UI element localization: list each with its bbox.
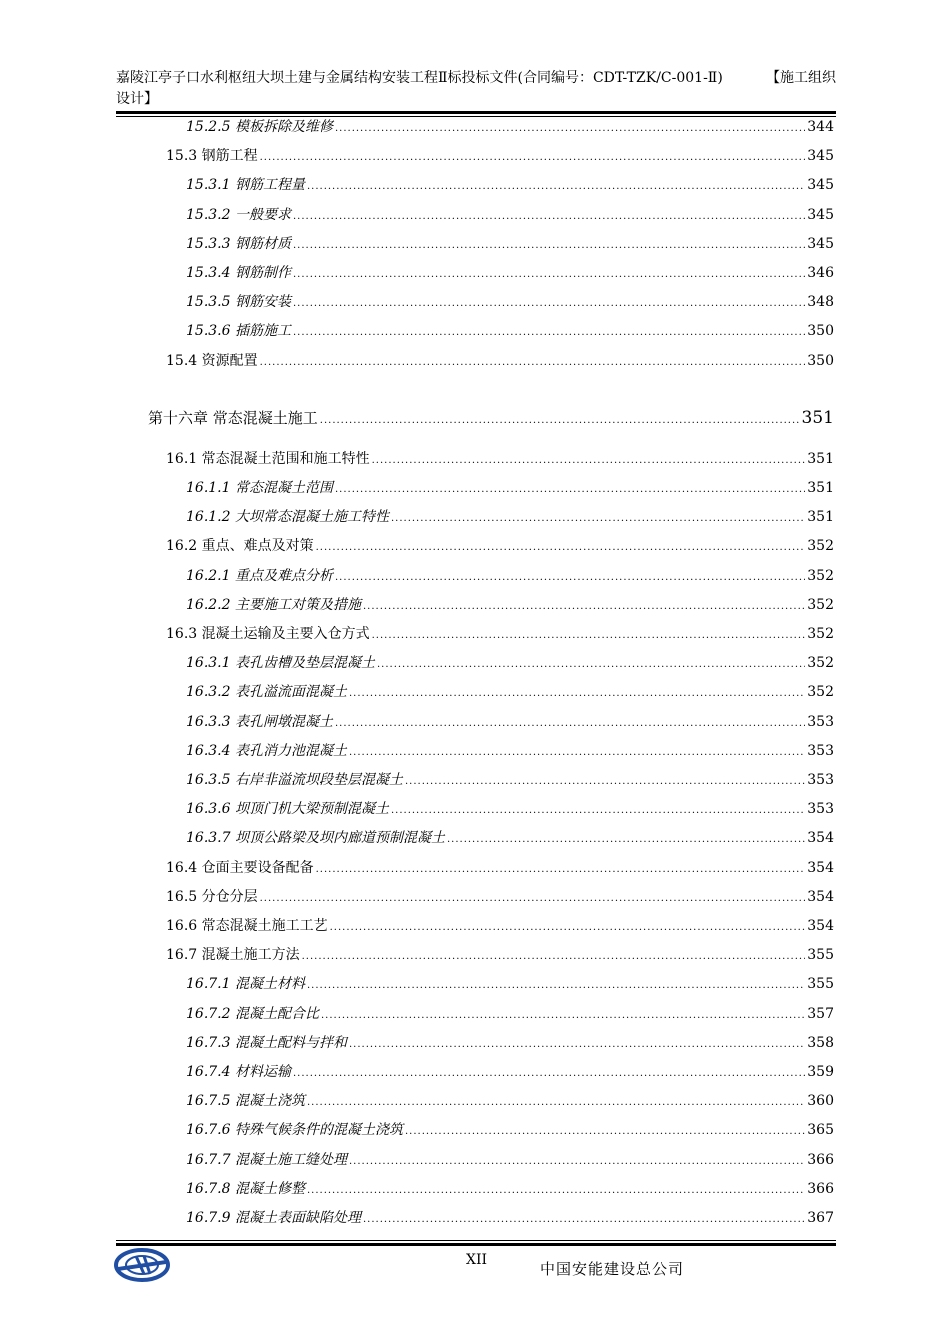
toc-entry-label: 15.3.1 钢筋工程量 [186,177,305,194]
toc-leader-dots [363,1214,805,1225]
toc-leader-dots [335,484,805,495]
toc-entry-label: 15.3.5 钢筋安装 [186,294,291,311]
toc-entry-label: 16.2.2 主要施工对策及措施 [186,596,361,613]
toc-entry[interactable] [186,262,834,282]
toc-leader-dots [349,1156,805,1167]
toc-leader-dots [293,1068,805,1079]
toc-leader-dots [293,211,805,222]
toc-entry-page: 351 [807,450,834,467]
toc-entry-label: 16.3.6 坝顶门机大梁预制混凝土 [186,801,389,818]
toc-leader-dots [293,269,805,280]
toc-leader-dots [405,1126,805,1137]
toc-entry-label: 16.1 常态混凝土范围和施工特性 [166,450,370,467]
toc-leader-dots [307,1185,805,1196]
toc-leader-dots [260,152,806,163]
toc-entry-label: 16.5 分仓分层 [166,888,258,905]
toc-entry-label: 16.3.7 坝顶公路梁及坝内廊道预制混凝土 [186,830,445,847]
toc-entry-page: 351 [801,407,834,428]
toc-entry-page: 344 [807,119,834,135]
page-header [116,68,836,110]
header-section-part2: 设计】 [116,91,158,107]
toc-entry[interactable] [186,1149,834,1169]
toc-entry[interactable] [186,1178,834,1198]
toc-entry[interactable] [148,407,834,427]
toc-entry-page: 354 [807,888,834,905]
toc-entry-page: 355 [807,976,834,993]
toc-entry-page: 353 [807,772,834,788]
toc-entry-label: 15.3 钢筋工程 [166,148,258,165]
toc-entry-page: 346 [807,265,834,281]
toc-leader-dots [302,951,806,962]
toc-entry-page: 352 [807,567,834,584]
header-rule [116,111,836,114]
toc-entry-label: 16.7.1 混凝土材料 [186,976,305,993]
toc-entry[interactable] [186,320,834,340]
toc-entry-label: 16.7.5 混凝土浇筑 [186,1093,305,1110]
toc-entry-page: 358 [807,1034,834,1051]
toc-entry-label: 16.3.1 表孔齿槽及垫层混凝土 [186,655,375,672]
toc-entry[interactable] [186,174,834,194]
toc-leader-dots [330,922,806,933]
toc-entry-label: 16.1.2 大坝常态混凝土施工特性 [186,509,389,526]
toc-entry[interactable] [186,506,834,526]
toc-entry-page: 353 [807,713,834,730]
header-title: 嘉陵江亭子口水利枢纽大坝土建与金属结构安装工程Ⅱ标投标文件(合同编号：CDT-TZK/C-001-Ⅱ) [116,70,723,86]
toc-entry-page: 345 [807,177,834,194]
toc-entry-page: 353 [807,742,834,759]
toc-entry-label: 16.7.9 混凝土表面缺陷处理 [186,1210,361,1226]
toc-entry-page: 352 [807,626,834,642]
toc-entry-label: 16.7.6 特殊气候条件的混凝土浇筑 [186,1122,403,1139]
toc-entry[interactable] [166,448,834,468]
toc-entry[interactable] [186,116,834,136]
toc-entry-page: 345 [807,148,834,165]
toc-entry-label: 15.3.6 插筋施工 [186,323,291,340]
toc-leader-dots [307,1097,805,1108]
toc-entry[interactable] [186,711,834,731]
toc-leader-dots [293,327,805,338]
toc-entry-label: 16.3 混凝土运输及主要入仓方式 [166,626,370,642]
toc-entry[interactable] [186,827,834,847]
toc-leader-dots [307,980,805,991]
toc-entry-label: 16.7.4 材料运输 [186,1064,291,1080]
footer-rule-thin [116,1240,836,1241]
toc-leader-dots [405,776,805,787]
toc-leader-dots [363,601,805,612]
toc-leader-dots [349,747,805,758]
toc-entry-page: 350 [807,323,834,340]
toc-entry[interactable] [166,350,834,370]
toc-entry-page: 348 [807,294,834,311]
toc-entry-page: 352 [807,684,834,701]
toc-entry-page: 354 [807,830,834,847]
toc-entry-label: 16.3.2 表孔溢流面混凝土 [186,684,347,701]
toc-entry-page: 354 [807,918,834,934]
toc-entry-page: 353 [807,801,834,818]
toc-leader-dots [391,805,805,816]
toc-entry-label: 16.7.7 混凝土施工缝处理 [186,1151,347,1168]
header-section-part1: 【施工组织 [766,70,836,86]
toc-leader-dots [316,864,806,875]
cafc-logo-icon [114,1248,170,1282]
toc-entry[interactable] [166,915,834,935]
toc-entry[interactable] [186,204,834,224]
toc-entry-label: 16.3.4 表孔消力池混凝土 [186,742,347,759]
toc-entry-label: 16.3.5 右岸非溢流坝段垫层混凝土 [186,772,403,788]
toc-entry-page: 357 [807,1005,834,1022]
company-name: 中国安能建设总公司 [540,1260,685,1278]
toc-leader-dots [293,298,805,309]
toc-entry[interactable] [166,623,834,643]
toc-entry[interactable] [166,857,834,877]
toc-entry-label: 16.4 仓面主要设备配备 [166,859,314,876]
toc-leader-dots [293,240,805,251]
toc-entry-page: 354 [807,859,834,876]
toc-leader-dots [320,415,800,426]
toc-leader-dots [316,542,806,553]
toc-entry-label: 15.3.2 一般要求 [186,206,291,223]
toc-entry[interactable] [186,1003,834,1023]
toc-entry[interactable] [186,565,834,585]
toc-entry-label: 16.7.2 混凝土配合比 [186,1005,319,1022]
toc-entry[interactable] [186,594,834,614]
toc-entry-label: 15.4 资源配置 [166,352,258,369]
toc-entry[interactable] [166,944,834,964]
toc-entry[interactable] [186,769,834,789]
toc-entry[interactable] [186,477,834,497]
toc-entry-label: 15.2.5 模板拆除及维修 [186,119,333,135]
toc-entry[interactable] [186,1090,834,1110]
toc-entry-page: 366 [807,1180,834,1197]
toc-entry-label: 15.3.4 钢筋制作 [186,265,291,281]
toc-entry-page: 359 [807,1064,834,1080]
toc-entry-label: 16.1.1 常态混凝土范围 [186,480,333,496]
toc-entry[interactable] [186,1032,834,1052]
toc-entry-label: 16.2 重点、难点及对策 [166,538,314,555]
toc-leader-dots [377,659,805,670]
toc-entry-label: 16.2.1 重点及难点分析 [186,567,333,584]
toc-entry-page: 351 [807,480,834,496]
toc-leader-dots [335,572,805,583]
toc-leader-dots [372,455,806,466]
toc-leader-dots [335,123,805,134]
toc-entry[interactable] [186,652,834,672]
toc-entry[interactable] [166,145,834,165]
toc-entry[interactable] [186,291,834,311]
toc-entry-label: 16.7.8 混凝土修整 [186,1180,305,1197]
toc-entry-label: 16.6 常态混凝土施工工艺 [166,918,328,934]
toc-entry-label: 16.7.3 混凝土配料与拌和 [186,1034,347,1051]
toc-entry-page: 352 [807,596,834,613]
toc-entry-label: 15.3.3 钢筋材质 [186,235,291,252]
toc-entry[interactable] [186,1119,834,1139]
toc-leader-dots [260,893,806,904]
toc-entry-label: 16.7 混凝土施工方法 [166,947,300,964]
toc-entry-page: 345 [807,235,834,252]
toc-entry-page: 367 [807,1210,834,1226]
toc-leader-dots [260,357,806,368]
toc-leader-dots [372,630,806,641]
toc-entry[interactable] [186,1207,834,1227]
toc-leader-dots [321,1010,805,1021]
toc-entry[interactable] [186,740,834,760]
toc-entry-page: 360 [807,1093,834,1110]
toc-leader-dots [307,181,805,192]
toc-leader-dots [391,513,805,524]
toc-entry-page: 351 [807,509,834,526]
page-number: XII [466,1252,488,1268]
toc-leader-dots [335,718,805,729]
toc-entry[interactable] [186,1061,834,1081]
toc-leader-dots [447,834,805,845]
toc-entry-page: 350 [807,352,834,369]
toc-entry-page: 365 [807,1122,834,1139]
toc-leader-dots [349,1039,805,1050]
toc-entry[interactable] [186,798,834,818]
toc-entry[interactable] [186,973,834,993]
footer-rule [116,1243,836,1246]
toc-entry-page: 352 [807,655,834,672]
toc-entry-page: 366 [807,1151,834,1168]
toc-entry-page: 345 [807,206,834,223]
toc-entry-label: 16.3.3 表孔闸墩混凝土 [186,713,333,730]
toc-entry[interactable] [186,681,834,701]
toc-entry[interactable] [166,886,834,906]
toc-leader-dots [349,688,805,699]
toc-entry[interactable] [186,233,834,253]
toc-entry-page: 355 [807,947,834,964]
toc-entry-label: 第十六章 常态混凝土施工 [148,408,318,427]
toc-entry[interactable] [166,535,834,555]
toc-entry-page: 352 [807,538,834,555]
